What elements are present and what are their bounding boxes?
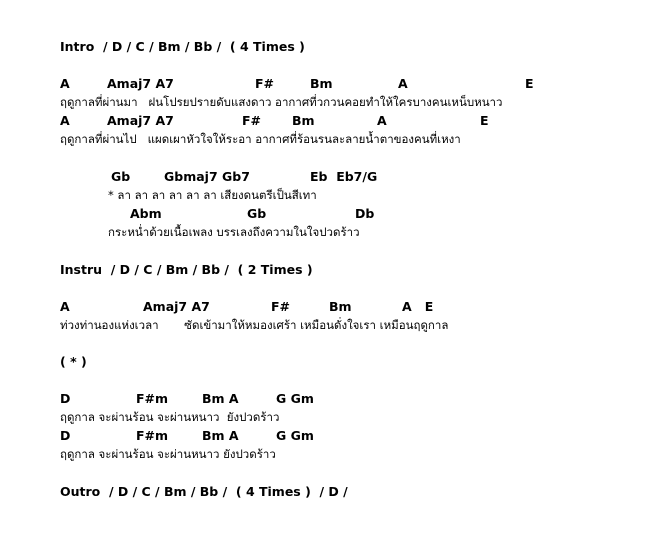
- chord: A: [60, 299, 70, 314]
- chord: F#m: [136, 391, 169, 406]
- chord: A: [60, 76, 70, 91]
- chord: Abm: [130, 206, 162, 221]
- lyric-line: * ลา ลา ลา ลา ลา ลา เสียงดนตรีเป็นสีเทา: [108, 188, 317, 202]
- repeat-chorus-mark: ( * ): [60, 354, 87, 369]
- chord: Db: [355, 206, 375, 221]
- chord: Gbmaj7 Gb7: [164, 169, 250, 184]
- chord: F#: [242, 113, 262, 128]
- lyric-line: ฤดูกาล จะผ่านร้อน จะผ่านหนาว ยังปวดร้าว: [60, 447, 276, 461]
- chord: Bm: [292, 113, 315, 128]
- chord: F#: [255, 76, 275, 91]
- chord: A E: [402, 299, 434, 314]
- chord: A: [60, 113, 70, 128]
- chord: Eb Eb7/G: [310, 169, 378, 184]
- chord: E: [480, 113, 489, 128]
- lyric-line: ฤดูกาลที่ผ่านมา ฝนโปรยปรายดับแสงดาว อากาศที่วกวนคอยทำให้ใครบางคนเหน็บหนาว: [60, 95, 503, 109]
- chord: Gb: [111, 169, 131, 184]
- chord: G Gm: [276, 428, 314, 443]
- chord: A: [398, 76, 408, 91]
- chord: D: [60, 428, 71, 443]
- chord: G Gm: [276, 391, 314, 406]
- chord: Amaj7 A7: [107, 76, 174, 91]
- chord: F#m: [136, 428, 169, 443]
- chord: Bm: [329, 299, 352, 314]
- chord: A: [377, 113, 387, 128]
- lyric-line: ฤดูกาล จะผ่านร้อน จะผ่านหนาว ยังปวดร้าว: [60, 410, 280, 424]
- outro-line: Outro / D / C / Bm / Bb / ( 4 Times ) / D /: [60, 484, 348, 499]
- intro-line: Intro / D / C / Bm / Bb / ( 4 Times ): [60, 39, 305, 54]
- chord: Bm A: [202, 428, 239, 443]
- chord: E: [525, 76, 534, 91]
- chord: Amaj7 A7: [143, 299, 210, 314]
- chord: Bm A: [202, 391, 239, 406]
- chord: Amaj7 A7: [107, 113, 174, 128]
- chord: D: [60, 391, 71, 406]
- chord: Gb: [247, 206, 267, 221]
- lyric-line: ท่วงท่านองแห่งเวลา ซัดเข้ามาให้หมองเศร้า เหมือนดั่งใจเรา เหมือนฤดูกาล: [60, 318, 449, 332]
- lyric-line: ฤดูกาลที่ผ่านไป แผดเผาหัวใจให้ระอา อากาศที่ร้อนรนละลายน้ำตาของคนที่เหงา: [60, 132, 461, 146]
- chord: Bm: [310, 76, 333, 91]
- instru-line: Instru / D / C / Bm / Bb / ( 2 Times ): [60, 262, 313, 277]
- lyric-line: กระหน่ำด้วยเนื้อเพลง บรรเลงถึงความในใจปวดร้าว: [108, 225, 360, 239]
- chord: F#: [271, 299, 291, 314]
